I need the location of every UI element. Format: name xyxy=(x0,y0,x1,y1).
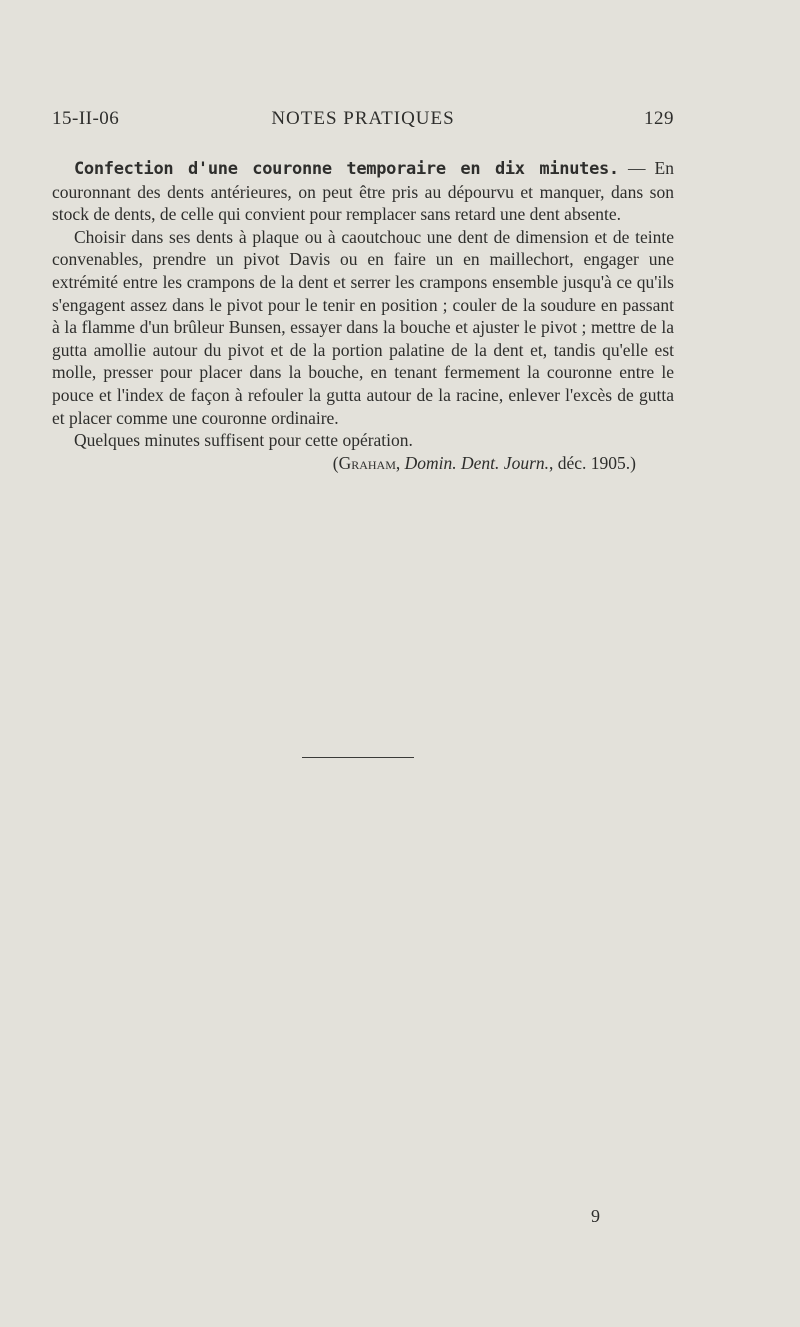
ref-date: , déc. 1905.) xyxy=(549,452,636,473)
running-header xyxy=(52,108,674,138)
title-dash: — xyxy=(618,158,655,178)
article-reference xyxy=(52,452,674,475)
header-date: 15-II-06 xyxy=(52,108,120,129)
article-paragraph-1 xyxy=(52,157,674,226)
header-page-number: 129 xyxy=(644,108,674,129)
signature-mark: 9 xyxy=(591,1206,600,1226)
article-title: Confection d'une couronne temporaire en dix minutes. xyxy=(74,159,619,179)
ref-author: Graham xyxy=(338,452,396,473)
section-divider xyxy=(302,757,414,758)
ref-journal: Domin. Dent. Journ. xyxy=(404,452,549,473)
ref-sep: , xyxy=(395,452,405,473)
article xyxy=(52,157,674,474)
ref-open: ( xyxy=(332,452,339,473)
article-paragraph-3: Quelques minutes suffisent pour cette opération. xyxy=(74,430,413,451)
article-paragraph-2: Choisir dans ses dents à plaque ou à caoutchouc une dent de dimension et de teinte convenables, prendre un pivot Davis ou en faire un en maillechort, engager une extrémité entre les crampons de la dent et serrer les crampons ensemble jusqu'à ce qu'ils s'engagent assez dans le pivot pour le tenir en position ; couler de la soudure en passant à la flamme d'un brûleur Bunsen, essayer dans la bouche et ajuster le pivot ; mettre de la gutta amollie autour du pivot et de la portion palatine de la dent et, tandis qu'elle est molle, presser pour placer dans la bouche, en tenant fermement la couronne entre le pouce et l'index de façon à refouler la gutta autour de la racine, enlever l'excès de gutta et placer comme une couronne ordinaire. xyxy=(52,226,674,428)
paragraph-1-text: En couronnant des dents antérieures, on peut être pris au dépourvu et manquer, dans son stock de dents, de celle qui convient pour remplacer sans retard une dent absente. xyxy=(52,158,674,225)
header-title: NOTES PRATIQUES xyxy=(271,108,455,129)
